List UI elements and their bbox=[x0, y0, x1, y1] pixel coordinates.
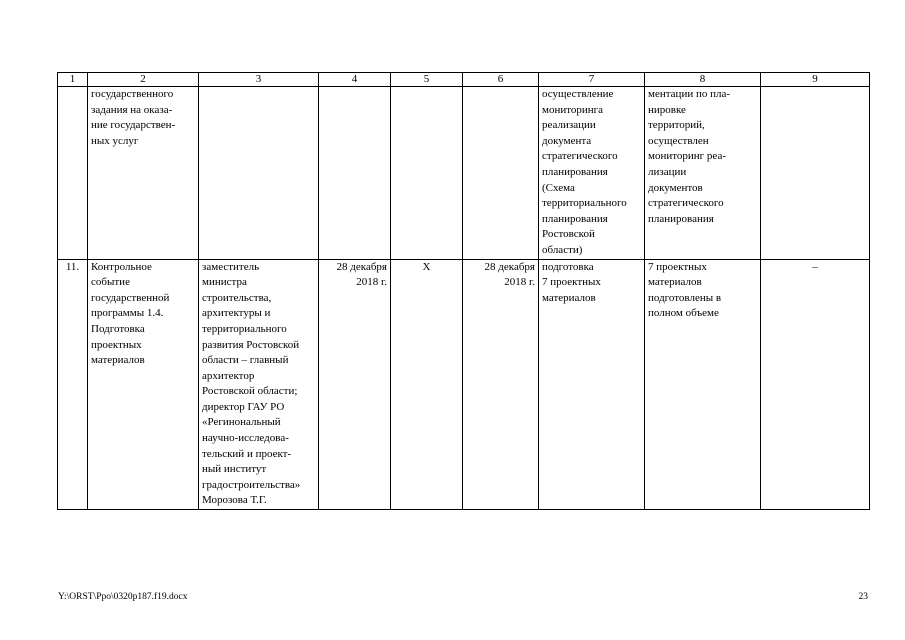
cell-responsible: заместитель министра строительства, архитектуры и территориального развития Ростовской области – главный архитектор Ростовской области; директор ГАУ РО «Регинональный научно-исследова- тельский и проект- ный институт градостроительства» Морозова Т.Г. bbox=[199, 259, 319, 510]
cell-notes bbox=[761, 87, 870, 260]
table-row-continuation bbox=[58, 87, 870, 260]
header-col-7: 7 bbox=[539, 73, 645, 87]
header-col-3: 3 bbox=[199, 73, 319, 87]
header-row bbox=[58, 73, 870, 87]
cell-actual-date bbox=[463, 87, 539, 260]
header-col-5: 5 bbox=[391, 73, 463, 87]
cell-notes: – bbox=[761, 259, 870, 510]
header-col-2: 2 bbox=[88, 73, 199, 87]
cell-actual-result: ментации по пла- нировке территорий, осуществлен мониторинг реа- лизации документов стратегического планирования bbox=[645, 87, 761, 260]
cell-planned-result: осуществление мониторинга реализации документа стратегического планирования (Схема территориального планирования Ростовской области) bbox=[539, 87, 645, 260]
cell-number: 11. bbox=[58, 259, 88, 510]
cell-planned-result: подготовка 7 проектных материалов bbox=[539, 259, 645, 510]
table-row-11 bbox=[58, 259, 870, 510]
cell-name: Контрольное событие государственной программы 1.4. Подготовка проектных материалов bbox=[88, 259, 199, 510]
cell-actual-result: 7 проектных материалов подготовлены в полном объеме bbox=[645, 259, 761, 510]
header-col-9: 9 bbox=[761, 73, 870, 87]
cell-col5: Х bbox=[391, 259, 463, 510]
page-number: 23 bbox=[858, 592, 868, 602]
cell-planned-date: 28 декабря 2018 г. bbox=[319, 259, 391, 510]
footer-file-path: Y:\ORST\Ppo\0320p187.f19.docx bbox=[58, 592, 188, 602]
cell-responsible bbox=[199, 87, 319, 260]
cell-number bbox=[58, 87, 88, 260]
cell-actual-date: 28 декабря 2018 г. bbox=[463, 259, 539, 510]
report-table bbox=[57, 72, 870, 510]
cell-name: государственного задания на оказа- ние государствен- ных услуг bbox=[88, 87, 199, 260]
header-col-8: 8 bbox=[645, 73, 761, 87]
cell-planned-date bbox=[319, 87, 391, 260]
cell-col5 bbox=[391, 87, 463, 260]
header-col-4: 4 bbox=[319, 73, 391, 87]
header-col-1: 1 bbox=[58, 73, 88, 87]
header-col-6: 6 bbox=[463, 73, 539, 87]
